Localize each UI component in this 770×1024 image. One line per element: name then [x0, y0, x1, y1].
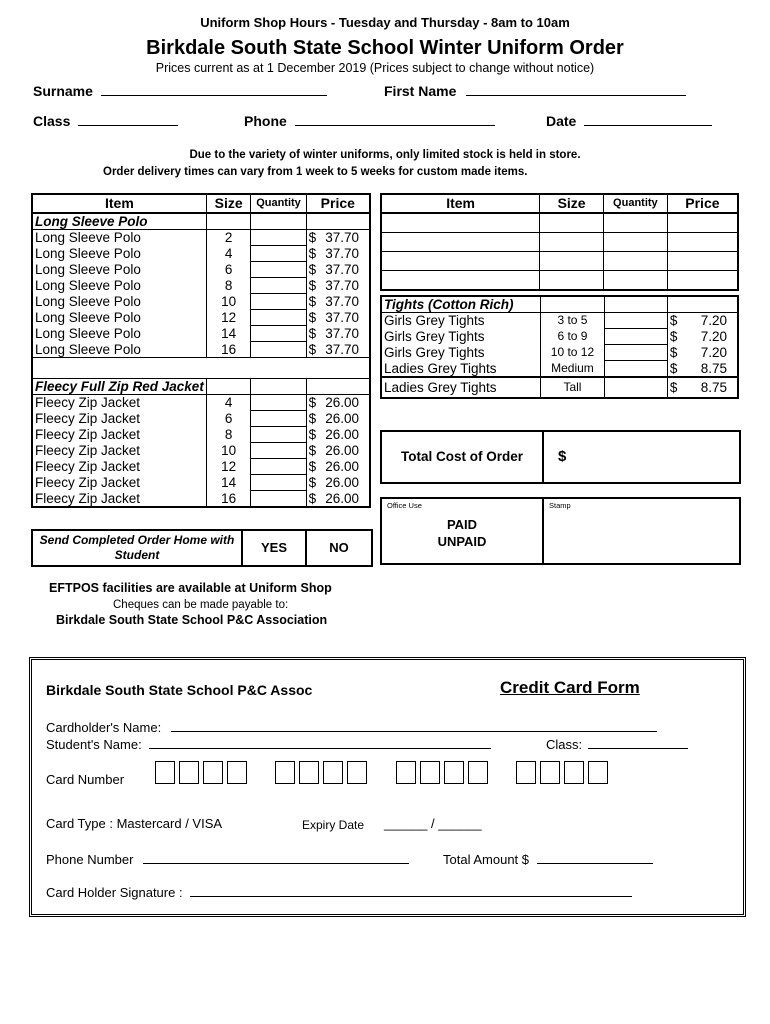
table-row: [32, 230, 370, 246]
class-line[interactable]: [78, 111, 178, 126]
date-field[interactable]: [546, 111, 712, 129]
quantity-cell[interactable]: [251, 326, 306, 342]
table-header-row: [381, 194, 738, 213]
cc-cardholder-field[interactable]: [46, 717, 657, 735]
item-price: $ 7.20: [667, 313, 738, 329]
quantity-cell[interactable]: [251, 246, 306, 262]
item-size: 12: [206, 310, 251, 326]
cc-class-label: Class:: [546, 737, 583, 752]
item-name: Fleecy Zip Jacket: [32, 459, 206, 475]
item-size: Tall: [541, 377, 605, 398]
quantity-cell[interactable]: [251, 443, 306, 459]
item-name: Long Sleeve Polo: [32, 310, 206, 326]
paid-label: PAID: [446, 517, 478, 532]
table-row: [32, 427, 370, 443]
item-name: Fleecy Zip Jacket: [32, 411, 206, 427]
item-name: Long Sleeve Polo: [32, 278, 206, 294]
item-name: Fleecy Zip Jacket: [32, 395, 206, 411]
card-number-group-2[interactable]: [275, 761, 371, 784]
item-price: $ 37.70: [306, 294, 370, 310]
send-home-yes[interactable]: YES: [243, 531, 307, 565]
item-name: Long Sleeve Polo: [32, 294, 206, 310]
class-field[interactable]: [33, 111, 178, 129]
item-name: Long Sleeve Polo: [32, 262, 206, 278]
item-price: $ 8.75: [667, 377, 738, 398]
unpaid-label: UNPAID: [437, 534, 487, 549]
quantity-cell[interactable]: [251, 294, 306, 310]
office-use-label: Office Use: [387, 501, 422, 510]
item-size: 16: [206, 342, 251, 358]
item-price: $ 37.70: [306, 246, 370, 262]
jacket-section-title: Fleecy Full Zip Red Jacket: [32, 379, 206, 395]
cc-cardholder-line[interactable]: [171, 717, 657, 732]
item-price: $ 26.00: [306, 427, 370, 443]
table-row: [381, 213, 738, 233]
card-number-group-1[interactable]: [155, 761, 251, 784]
credit-card-form: [29, 657, 746, 917]
table-row: [381, 361, 738, 378]
item-price: $ 37.70: [306, 230, 370, 246]
item-price: $ 26.00: [306, 475, 370, 491]
cheques-note: Cheques can be made payable to:: [113, 599, 289, 611]
table-row: [381, 233, 738, 252]
item-price: $ 26.00: [306, 459, 370, 475]
surname-line[interactable]: [101, 81, 327, 96]
notice-line-2: Order delivery times can vary from 1 week to 5 weeks for custom made items.: [103, 166, 528, 178]
section-row: [32, 213, 370, 230]
card-number-group-3[interactable]: [396, 761, 492, 784]
table-row: [32, 262, 370, 278]
item-size: 14: [206, 475, 251, 491]
header-item: Item: [381, 194, 540, 213]
header-item: Item: [32, 194, 206, 213]
item-size: 3 to 5: [541, 313, 605, 329]
cc-card-number-boxes[interactable]: [155, 761, 632, 784]
date-line[interactable]: [584, 111, 712, 126]
item-price: $ 37.70: [306, 310, 370, 326]
item-price: $ 26.00: [306, 411, 370, 427]
cc-expiry-label: Expiry Date: [302, 818, 365, 832]
cc-cardholder-label: Cardholder's Name:: [46, 720, 162, 735]
cc-signature-field[interactable]: [46, 882, 632, 900]
item-size: Medium: [541, 361, 605, 378]
item-size: 4: [206, 246, 251, 262]
send-home-no[interactable]: NO: [329, 540, 349, 555]
office-use-section: [382, 499, 544, 563]
cheque-payee: Birkdale South State School P&C Association: [56, 613, 328, 627]
table-row: [32, 443, 370, 459]
cc-total-amount-line[interactable]: [537, 849, 653, 864]
item-size: 14: [206, 326, 251, 342]
quantity-cell[interactable]: [251, 262, 306, 278]
cc-class-line[interactable]: [588, 734, 688, 749]
item-price: $ 7.20: [667, 329, 738, 345]
cc-org-name: Birkdale South State School P&C Assoc: [46, 682, 313, 698]
table-row: [32, 294, 370, 310]
item-name: Long Sleeve Polo: [32, 326, 206, 342]
item-size: 2: [206, 230, 251, 246]
quantity-cell[interactable]: [251, 230, 306, 246]
item-name: Long Sleeve Polo: [32, 230, 206, 246]
cc-expiry-field[interactable]: ______ / ______: [384, 816, 482, 831]
quantity-cell[interactable]: [251, 342, 306, 358]
item-size: 8: [206, 278, 251, 294]
cc-student-line[interactable]: [149, 734, 491, 749]
cc-signature-line[interactable]: [190, 882, 632, 897]
table-row: [32, 491, 370, 508]
item-name: Girls Grey Tights: [381, 329, 541, 345]
quantity-cell[interactable]: [251, 475, 306, 491]
class-label: Class: [33, 113, 71, 129]
quantity-cell[interactable]: [251, 491, 306, 508]
header-price: Price: [306, 194, 370, 213]
item-price: $ 7.20: [667, 345, 738, 361]
table-row: [32, 342, 370, 358]
card-number-group-4[interactable]: [516, 761, 612, 784]
phone-line[interactable]: [295, 111, 495, 126]
table-row: [32, 475, 370, 491]
eftpos-note: EFTPOS facilities are available at Uniform Shop: [49, 581, 332, 595]
first-name-field[interactable]: [384, 81, 686, 99]
quantity-cell[interactable]: [251, 278, 306, 294]
item-name: Long Sleeve Polo: [32, 246, 206, 262]
table-header-row: [32, 194, 370, 213]
cc-total-amount-label: Total Amount $: [443, 852, 529, 867]
quantity-cell[interactable]: [251, 411, 306, 427]
item-price: $ 37.70: [306, 326, 370, 342]
quantity-cell[interactable]: [604, 361, 667, 378]
stamp-label: Stamp: [549, 501, 571, 510]
cc-phone-label: Phone Number: [46, 852, 134, 867]
quantity-cell[interactable]: [604, 329, 667, 345]
header-quantity: Quantity: [603, 194, 667, 213]
item-name: Long Sleeve Polo: [32, 342, 206, 358]
quantity-cell[interactable]: [251, 310, 306, 326]
right-order-table: [380, 193, 739, 291]
section-row: [381, 296, 738, 313]
item-price: $ 26.00: [306, 443, 370, 459]
cc-card-type[interactable]: Card Type : Mastercard / VISA: [46, 816, 223, 831]
item-name: Ladies Grey Tights: [381, 377, 541, 398]
phone-field[interactable]: [244, 111, 495, 129]
table-row: [381, 345, 738, 361]
header-size: Size: [206, 194, 251, 213]
tights-section-title: Tights (Cotton Rich): [381, 296, 541, 313]
item-size: 12: [206, 459, 251, 475]
shop-hours: Uniform Shop Hours - Tuesday and Thursday - 8am to 10am: [200, 15, 570, 30]
page-title: Birkdale South State School Winter Uniform Order: [146, 37, 624, 59]
item-name: Fleecy Zip Jacket: [32, 427, 206, 443]
table-row: [381, 271, 738, 291]
item-size: 6 to 9: [541, 329, 605, 345]
item-name: Fleecy Zip Jacket: [32, 491, 206, 508]
quantity-cell[interactable]: [251, 459, 306, 475]
polo-section-title: Long Sleeve Polo: [32, 213, 206, 230]
surname-label: Surname: [33, 83, 93, 99]
total-cost-label: Total Cost of Order: [382, 432, 544, 482]
item-name: Girls Grey Tights: [381, 345, 541, 361]
item-price: $ 37.70: [306, 278, 370, 294]
cc-signature-label: Card Holder Signature :: [46, 885, 183, 900]
item-name: Fleecy Zip Jacket: [32, 475, 206, 491]
office-use-box: [380, 497, 741, 565]
cc-student-label: Student's Name:: [46, 737, 142, 752]
first-name-line[interactable]: [466, 81, 686, 96]
cc-total-amount-field[interactable]: [443, 849, 653, 867]
prices-note: Prices current as at 1 December 2019 (Prices subject to change without notice): [155, 61, 595, 75]
surname-field[interactable]: [33, 81, 327, 99]
cc-card-number-label: Card Number: [46, 772, 125, 787]
quantity-cell[interactable]: [251, 427, 306, 443]
item-size: 10: [206, 443, 251, 459]
notice-line-1: Due to the variety of winter uniforms, only limited stock is held in store.: [189, 149, 581, 161]
table-row: [32, 395, 370, 411]
send-home-box: [31, 529, 373, 567]
item-name: Ladies Grey Tights: [381, 361, 541, 378]
item-price: $ 8.75: [667, 361, 738, 378]
item-name: Fleecy Zip Jacket: [32, 443, 206, 459]
item-size: 16: [206, 491, 251, 508]
total-cost-value[interactable]: $: [558, 448, 567, 465]
tights-table: [380, 295, 739, 399]
quantity-cell[interactable]: [251, 395, 306, 411]
item-price: $ 37.70: [306, 262, 370, 278]
phone-label: Phone: [244, 113, 287, 129]
header-quantity: Quantity: [251, 194, 306, 213]
total-cost-box: [380, 430, 741, 484]
cc-phone-field[interactable]: [46, 849, 409, 867]
quantity-cell[interactable]: [604, 345, 667, 361]
quantity-cell[interactable]: [604, 377, 667, 398]
item-name: Girls Grey Tights: [381, 313, 541, 329]
cc-form-title: Credit Card Form: [500, 678, 640, 697]
item-size: 10 to 12: [541, 345, 605, 361]
section-row: [32, 379, 370, 395]
item-size: 6: [206, 262, 251, 278]
item-size: 4: [206, 395, 251, 411]
cc-class-field[interactable]: [546, 734, 688, 752]
date-label: Date: [546, 113, 577, 129]
table-row: [381, 377, 738, 398]
table-row: [32, 278, 370, 294]
item-size: 6: [206, 411, 251, 427]
table-row: [381, 329, 738, 345]
table-row: [381, 252, 738, 271]
item-price: $ 37.70: [306, 342, 370, 358]
table-row: [32, 459, 370, 475]
first-name-label: First Name: [384, 83, 457, 99]
cc-student-field[interactable]: [46, 734, 491, 752]
item-price: $ 26.00: [306, 395, 370, 411]
item-price: $ 26.00: [306, 491, 370, 508]
table-row: [381, 313, 738, 329]
table-row: [32, 310, 370, 326]
table-row: [32, 246, 370, 262]
cc-phone-line[interactable]: [143, 849, 409, 864]
table-row: [32, 411, 370, 427]
header-price: Price: [667, 194, 738, 213]
header-size: Size: [540, 194, 604, 213]
item-size: 10: [206, 294, 251, 310]
quantity-cell[interactable]: [604, 313, 667, 329]
item-size: 8: [206, 427, 251, 443]
send-home-label: Send Completed Order Home with Student: [33, 531, 243, 565]
table-row: [32, 326, 370, 342]
left-order-table: [31, 193, 371, 508]
